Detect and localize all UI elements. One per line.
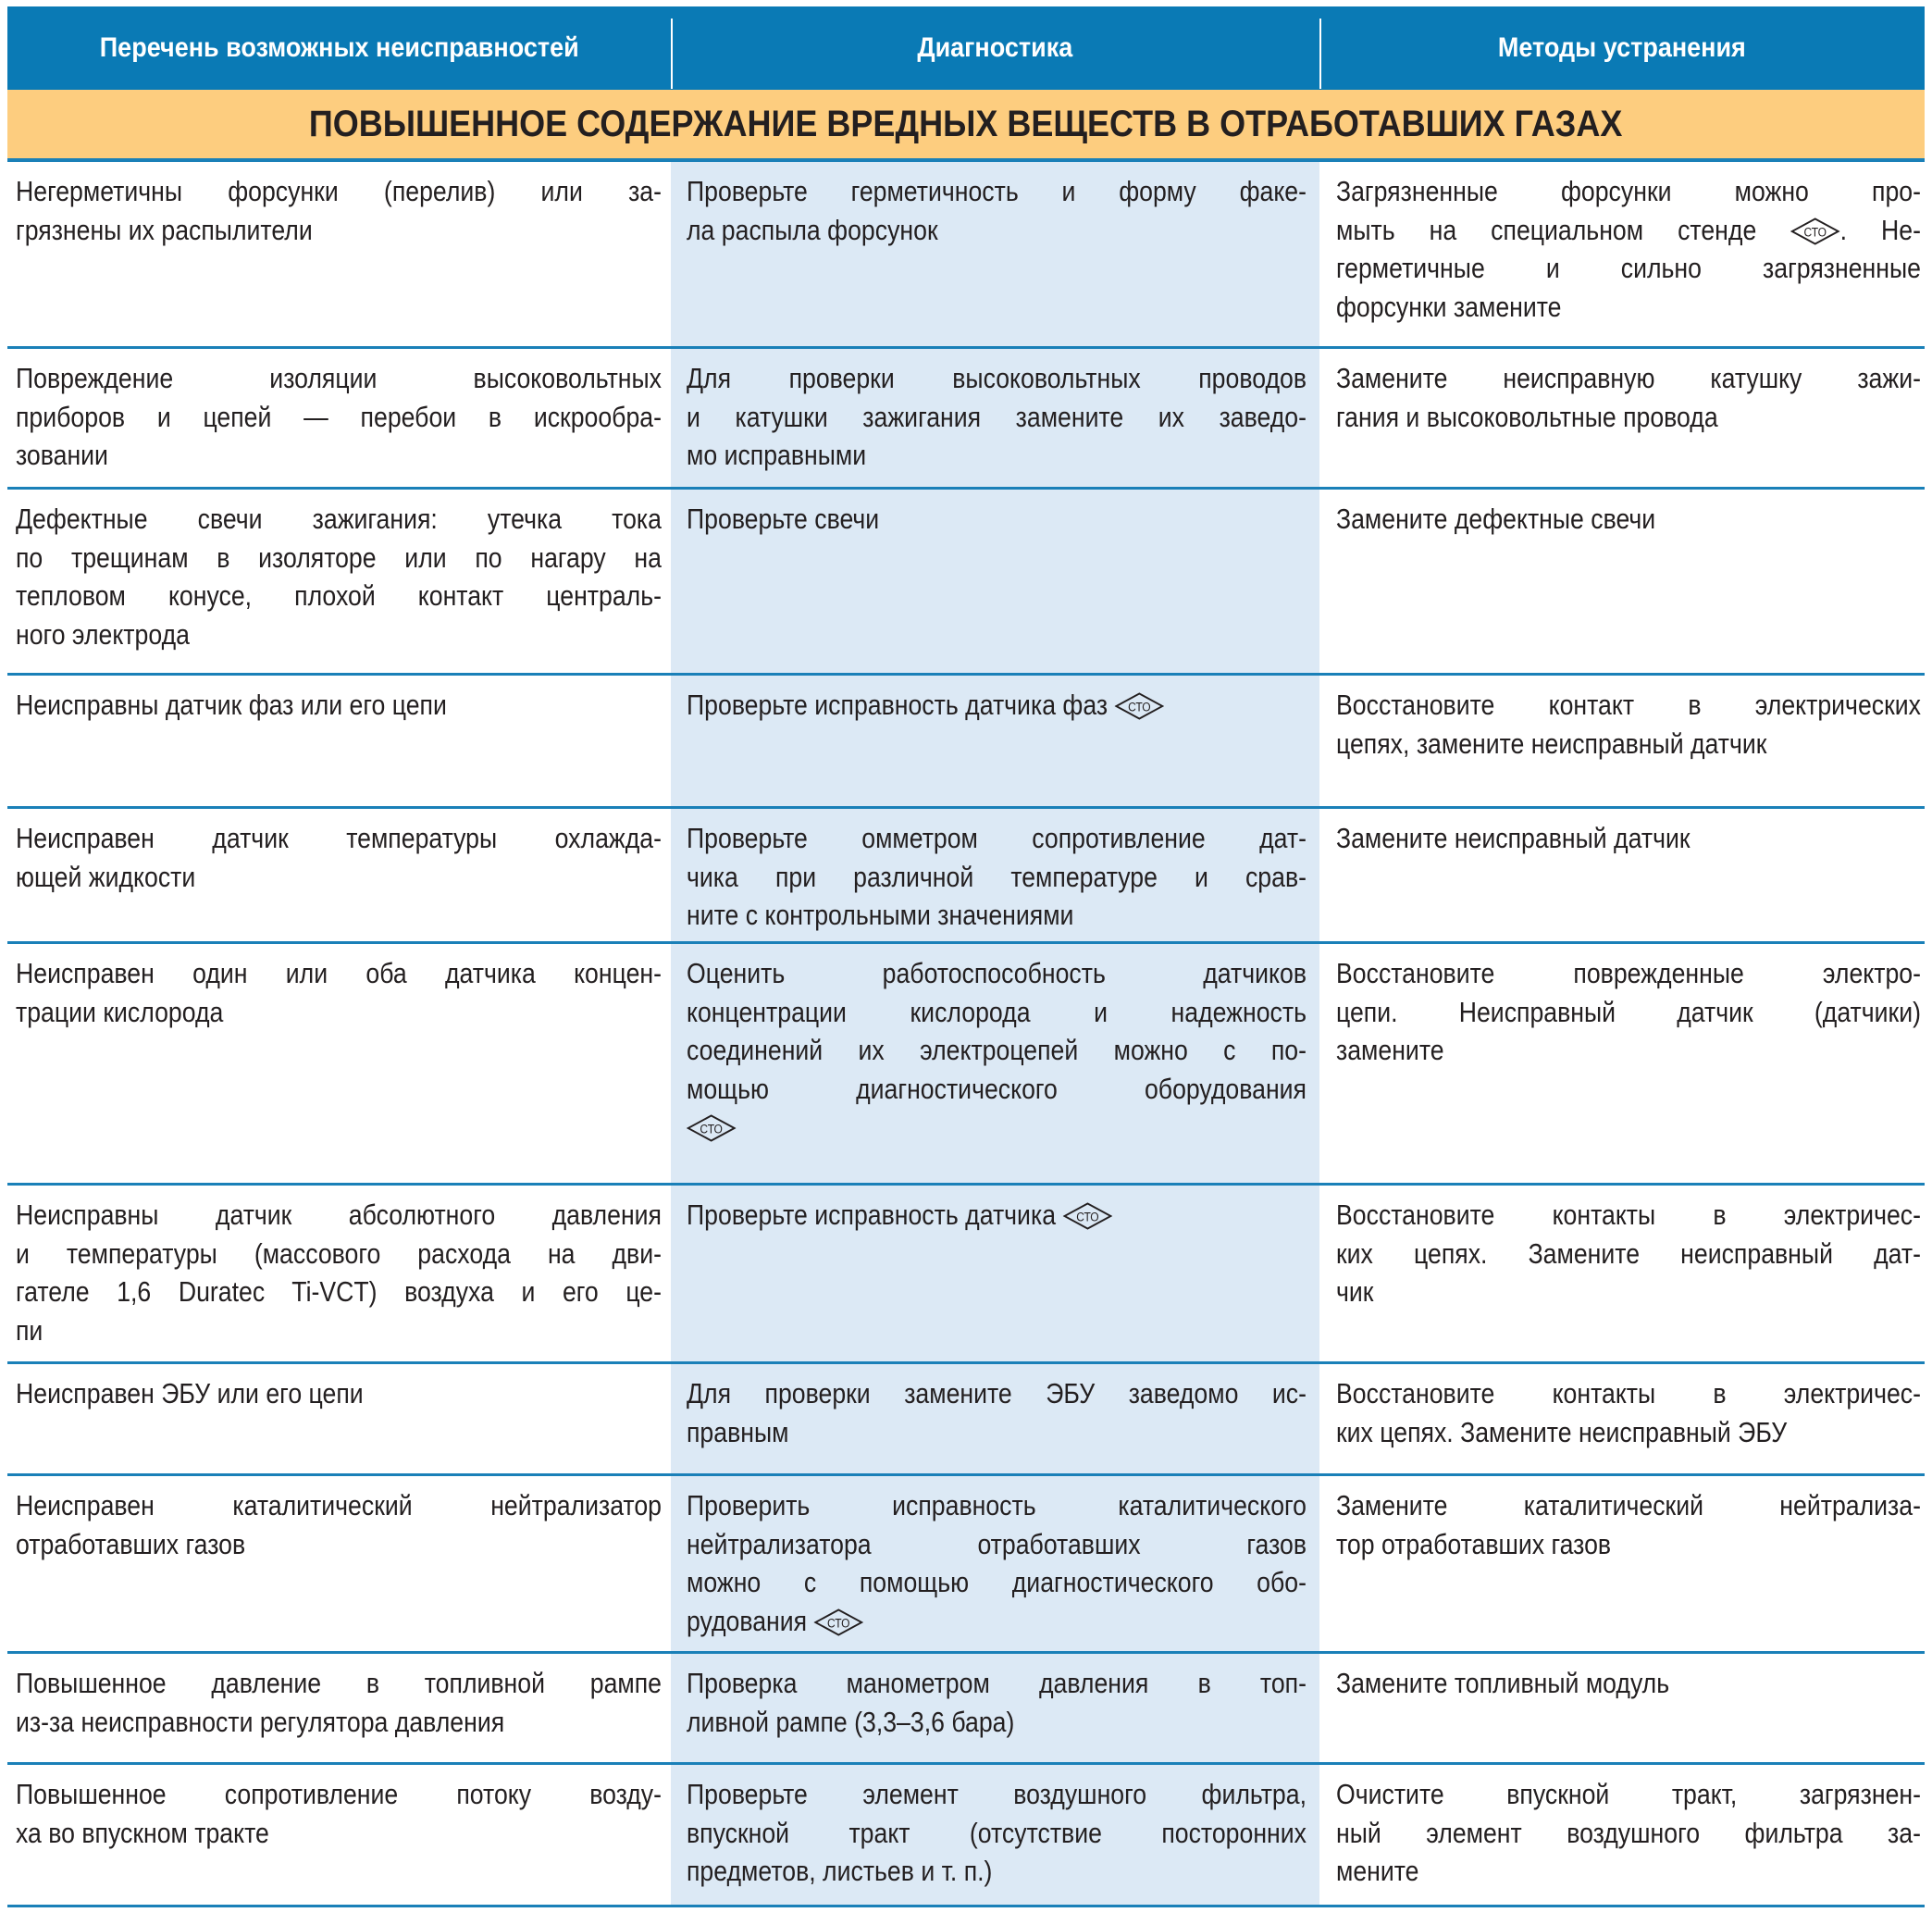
text-line (687, 993, 1307, 1032)
diagnostics-cell (671, 1476, 1319, 1651)
text-line (16, 993, 662, 1032)
text-segment: Дефектные свечи зажигания: утечка тока (16, 503, 662, 535)
diagnostics-cell (671, 162, 1319, 346)
text-segment: Замените топливный модуль (1336, 1667, 1670, 1699)
table-row (7, 676, 1925, 809)
text-segment: ких цепях. Замените неисправный ЭБУ (1336, 1415, 1788, 1448)
remedy-cell (1319, 162, 1925, 346)
text-line (16, 1486, 662, 1525)
table-row (7, 944, 1925, 1186)
text-line (687, 1413, 1307, 1452)
text-line (1336, 1525, 1921, 1564)
remedy-cell (1319, 490, 1925, 673)
text-line (1336, 1852, 1921, 1891)
text-segment: Восстановите поврежденные электро- (1336, 957, 1921, 989)
text-line (16, 577, 662, 615)
text-segment: соединений их электроцепей можно с по- (687, 1034, 1307, 1066)
text-segment: Загрязненные форсунки можно про- (1336, 175, 1921, 207)
text-line (687, 436, 1307, 475)
table-row (7, 490, 1925, 676)
table-row (7, 809, 1925, 944)
text-segment: ющей жидкости (16, 860, 196, 893)
text-segment: Проверьте исправность датчика (687, 1198, 1063, 1231)
text-segment: по трещинам в изоляторе или по нагару на (16, 540, 662, 574)
text-segment: трации кислорода (16, 995, 224, 1028)
text-segment: тор отработавших газов (1336, 1527, 1612, 1560)
text-segment: пи (16, 1313, 43, 1347)
diagnostics-cell (671, 676, 1319, 806)
table-row (7, 162, 1925, 349)
fault-cell (7, 490, 671, 673)
text-line (16, 858, 662, 897)
text-segment: чик (1336, 1275, 1374, 1308)
text-segment: Проверить исправность каталитического (687, 1489, 1307, 1521)
text-segment: цепях, замените неисправный датчик (1336, 727, 1767, 760)
text-segment: ха во впускном тракте (16, 1816, 269, 1849)
text-segment: Проверьте исправность датчика фаз (687, 689, 1115, 721)
text-segment: Неисправен датчик температуры охлажда- (16, 822, 662, 854)
diagnostics-cell (671, 944, 1319, 1183)
text-line (687, 398, 1307, 437)
text-line (687, 1664, 1307, 1703)
text-line (1336, 288, 1921, 327)
text-segment: Повреждение изоляции высоковольтных (16, 362, 662, 394)
text-line (687, 954, 1307, 993)
text-line (1336, 1031, 1921, 1070)
text-segment: приборов и цепей — перебои в искрообра- (16, 400, 662, 433)
text-segment: предметов, листьев и т. п.) (687, 1855, 993, 1887)
header-faults-label: Перечень возможных неисправностей (99, 32, 579, 63)
text-line (687, 1070, 1307, 1109)
text-segment: Оценить работоспособность датчиков (687, 957, 1307, 989)
text-line (16, 1311, 662, 1350)
diagnostics-cell (671, 809, 1319, 941)
text-segment: мыть на специальном стенде (1336, 213, 1791, 246)
text-segment: Восстановите контакты в электричес- (1336, 1377, 1921, 1410)
text-segment: зовании (16, 439, 108, 471)
text-segment: Замените дефектные свечи (1336, 503, 1656, 535)
text-line (687, 686, 1307, 725)
text-segment: концентрации кислорода и надежность (687, 995, 1307, 1028)
fault-cell (7, 162, 671, 346)
diagnostics-cell (671, 349, 1319, 487)
text-segment: ливной рампе (3,3–3,6 бара) (687, 1705, 1015, 1738)
svg-text:СТО: СТО (1803, 224, 1827, 240)
text-line (1336, 686, 1921, 725)
text-segment: грязнены их распылители (16, 213, 313, 246)
text-segment: Проверьте омметром сопротивление дат- (687, 822, 1307, 854)
fault-cell (7, 1476, 671, 1651)
text-segment: Проверьте герметичность и форму факе- (687, 175, 1307, 207)
text-segment: можно с помощью диагностического обо- (687, 1566, 1307, 1598)
text-line (1336, 1273, 1921, 1311)
fault-cell (7, 676, 671, 806)
fault-cell (7, 1186, 671, 1361)
text-line (16, 500, 662, 539)
text-segment: Очистите впускной тракт, загрязнен- (1336, 1778, 1921, 1810)
text-line (16, 1374, 662, 1413)
diagnostics-cell (671, 1186, 1319, 1361)
text-line (1336, 172, 1921, 211)
text-segment: Проверьте свечи (687, 503, 880, 535)
text-line (1336, 1486, 1921, 1525)
text-line (1336, 1413, 1921, 1452)
svg-text:СТО: СТО (1127, 699, 1151, 714)
table-row (7, 1364, 1925, 1476)
remedy-cell (1319, 349, 1925, 487)
text-segment: впускной тракт (отсутствие посторонних (687, 1816, 1307, 1849)
text-segment: Неисправны датчик абсолютного давления (16, 1198, 662, 1231)
table-row (7, 1476, 1925, 1654)
text-segment: . Не- (1839, 213, 1921, 246)
text-line (1336, 1374, 1921, 1413)
remedy-cell (1319, 1654, 1925, 1762)
text-segment: Неисправен каталитический нейтрализатор (16, 1489, 662, 1521)
text-line (16, 1235, 662, 1273)
diagnostics-cell (671, 1765, 1319, 1905)
section-title: ПОВЫШЕННОЕ СОДЕРЖАНИЕ ВРЕДНЫХ ВЕЩЕСТВ В ОТРАБОТАВШИХ ГАЗАХ (309, 103, 1623, 144)
text-line (1336, 249, 1921, 288)
text-line (687, 172, 1307, 211)
text-line (687, 1852, 1307, 1891)
text-segment: форсунки замените (1336, 290, 1562, 323)
text-segment: мените (1336, 1855, 1419, 1887)
text-segment: ла распыла форсунок (687, 213, 938, 246)
fault-cell (7, 1654, 671, 1762)
text-line (1336, 725, 1921, 764)
remedy-cell (1319, 1186, 1925, 1361)
text-line (687, 1814, 1307, 1853)
header-divider (1319, 19, 1321, 89)
text-line (16, 359, 662, 398)
text-line (687, 1775, 1307, 1814)
text-line (687, 1602, 1307, 1641)
svg-text:СТО: СТО (1075, 1209, 1099, 1224)
text-line (16, 211, 662, 250)
text-line (687, 1108, 1307, 1147)
text-segment: Неисправен ЭБУ или его цепи (16, 1377, 364, 1410)
text-segment: мо исправными (687, 439, 867, 471)
text-line (16, 1273, 662, 1311)
text-segment: замените (1336, 1034, 1444, 1066)
text-line (687, 1196, 1307, 1235)
cto-icon (1115, 692, 1164, 720)
text-line (1336, 500, 1921, 539)
remedy-cell (1319, 676, 1925, 806)
header-remedy (1319, 6, 1925, 90)
fault-cell (7, 944, 671, 1183)
text-segment: из-за неисправности регулятора давления (16, 1705, 505, 1738)
text-segment: и катушки зажигания замените их заведо- (687, 400, 1307, 433)
text-segment: гания и высоковольтные провода (1336, 400, 1718, 433)
text-line (1336, 819, 1921, 858)
text-segment: правным (687, 1415, 789, 1448)
svg-text:СТО: СТО (826, 1615, 850, 1631)
text-line (687, 1525, 1307, 1564)
cto-icon (687, 1114, 736, 1142)
text-segment: нейтрализатора отработавших газов (687, 1527, 1307, 1560)
table-header (7, 6, 1925, 90)
remedy-cell (1319, 944, 1925, 1183)
text-line (1336, 1196, 1921, 1235)
table-row (7, 1654, 1925, 1765)
text-line (16, 819, 662, 858)
text-line (16, 398, 662, 437)
cto-icon (1062, 1202, 1111, 1230)
text-line (16, 1703, 662, 1742)
text-line (16, 1664, 662, 1703)
text-line (1336, 1775, 1921, 1814)
text-line (1336, 1235, 1921, 1273)
text-line (1336, 1814, 1921, 1853)
text-line (687, 1486, 1307, 1525)
text-line (687, 211, 1307, 250)
remedy-cell (1319, 809, 1925, 941)
text-line (1336, 1664, 1921, 1703)
text-segment: отработавших газов (16, 1527, 246, 1560)
text-line (687, 359, 1307, 398)
fault-cell (7, 809, 671, 941)
text-segment: гателе 1,6 Duratec Ti-VCT) воздуха и его це- (16, 1275, 662, 1308)
table-row (7, 1765, 1925, 1907)
text-segment: Проверка манометром давления в топ- (687, 1667, 1307, 1699)
text-line (687, 1703, 1307, 1742)
text-line (16, 1196, 662, 1235)
text-segment: Замените неисправный датчик (1336, 822, 1690, 854)
fault-cell (7, 1765, 671, 1905)
remedy-cell (1319, 1476, 1925, 1651)
text-segment: ного электрода (16, 617, 190, 651)
text-segment: и температуры (массового расхода на дви- (16, 1236, 662, 1270)
text-segment: мощью диагностического оборудования (687, 1072, 1307, 1105)
text-segment: ните с контрольными значениями (687, 899, 1074, 931)
text-line (16, 172, 662, 211)
text-line (16, 1814, 662, 1853)
text-line (1336, 954, 1921, 993)
section-banner (7, 90, 1925, 162)
text-segment: Для проверки замените ЭБУ заведомо ис- (687, 1377, 1307, 1410)
text-segment: Восстановите контакты в электричес- (1336, 1198, 1921, 1231)
text-line (16, 1775, 662, 1814)
text-segment: чика при различной температуре и срав- (687, 860, 1307, 893)
text-segment: Повышенное давление в топливной рампе (16, 1667, 662, 1699)
header-faults (7, 6, 671, 90)
text-line (1336, 211, 1921, 250)
text-segment: Замените неисправную катушку зажи- (1336, 362, 1921, 394)
text-segment: Негерметичны форсунки (перелив) или за- (16, 175, 662, 207)
text-line (687, 1374, 1307, 1413)
fault-cell (7, 1364, 671, 1473)
text-segment: Проверьте элемент воздушного фильтра, (687, 1778, 1307, 1810)
table-body (7, 162, 1925, 1907)
remedy-cell (1319, 1364, 1925, 1473)
cto-icon (814, 1608, 863, 1636)
text-segment: Замените каталитический нейтрализа- (1336, 1489, 1921, 1521)
text-line (687, 896, 1307, 935)
header-divider (671, 19, 673, 89)
cto-icon (1790, 217, 1839, 245)
text-segment: Повышенное сопротивление потоку возду- (16, 1778, 662, 1810)
text-line (1336, 993, 1921, 1032)
text-segment: ный элемент воздушного фильтра за- (1336, 1816, 1921, 1849)
remedy-cell (1319, 1765, 1925, 1905)
text-segment: тепловом конусе, плохой контакт централь- (16, 579, 662, 612)
text-segment: ких цепях. Замените неисправный дат- (1336, 1236, 1921, 1270)
text-line (687, 500, 1307, 539)
text-line (1336, 359, 1921, 398)
svg-text:СТО: СТО (700, 1121, 723, 1136)
text-line (16, 1525, 662, 1564)
text-line (687, 858, 1307, 897)
text-segment: Для проверки высоковольтных проводов (687, 362, 1307, 394)
text-line (1336, 398, 1921, 437)
text-segment: цепи. Неисправный датчик (датчики) (1336, 995, 1921, 1028)
diagnostics-cell (671, 1364, 1319, 1473)
fault-cell (7, 349, 671, 487)
text-line (16, 954, 662, 993)
table-row (7, 349, 1925, 490)
table-row (7, 1186, 1925, 1364)
text-segment: Восстановите контакт в электрических (1336, 689, 1921, 721)
text-line (687, 819, 1307, 858)
text-line (16, 436, 662, 475)
text-segment: герметичные и сильно загрязненные (1336, 252, 1921, 284)
text-line (16, 686, 662, 725)
header-diagnostics (671, 6, 1319, 90)
diagnostics-cell (671, 1654, 1319, 1762)
text-line (16, 539, 662, 578)
text-segment: рудования (687, 1604, 814, 1637)
diagnostics-cell (671, 490, 1319, 673)
text-line (687, 1031, 1307, 1070)
faults-table (7, 6, 1925, 1907)
text-segment: Неисправен один или оба датчика концен- (16, 957, 662, 989)
text-line (16, 615, 662, 654)
header-diagnostics-label: Диагностика (917, 32, 1073, 63)
text-segment: Неисправны датчик фаз или его цепи (16, 689, 447, 721)
header-remedy-label: Методы устранения (1498, 32, 1746, 63)
text-line (687, 1563, 1307, 1602)
